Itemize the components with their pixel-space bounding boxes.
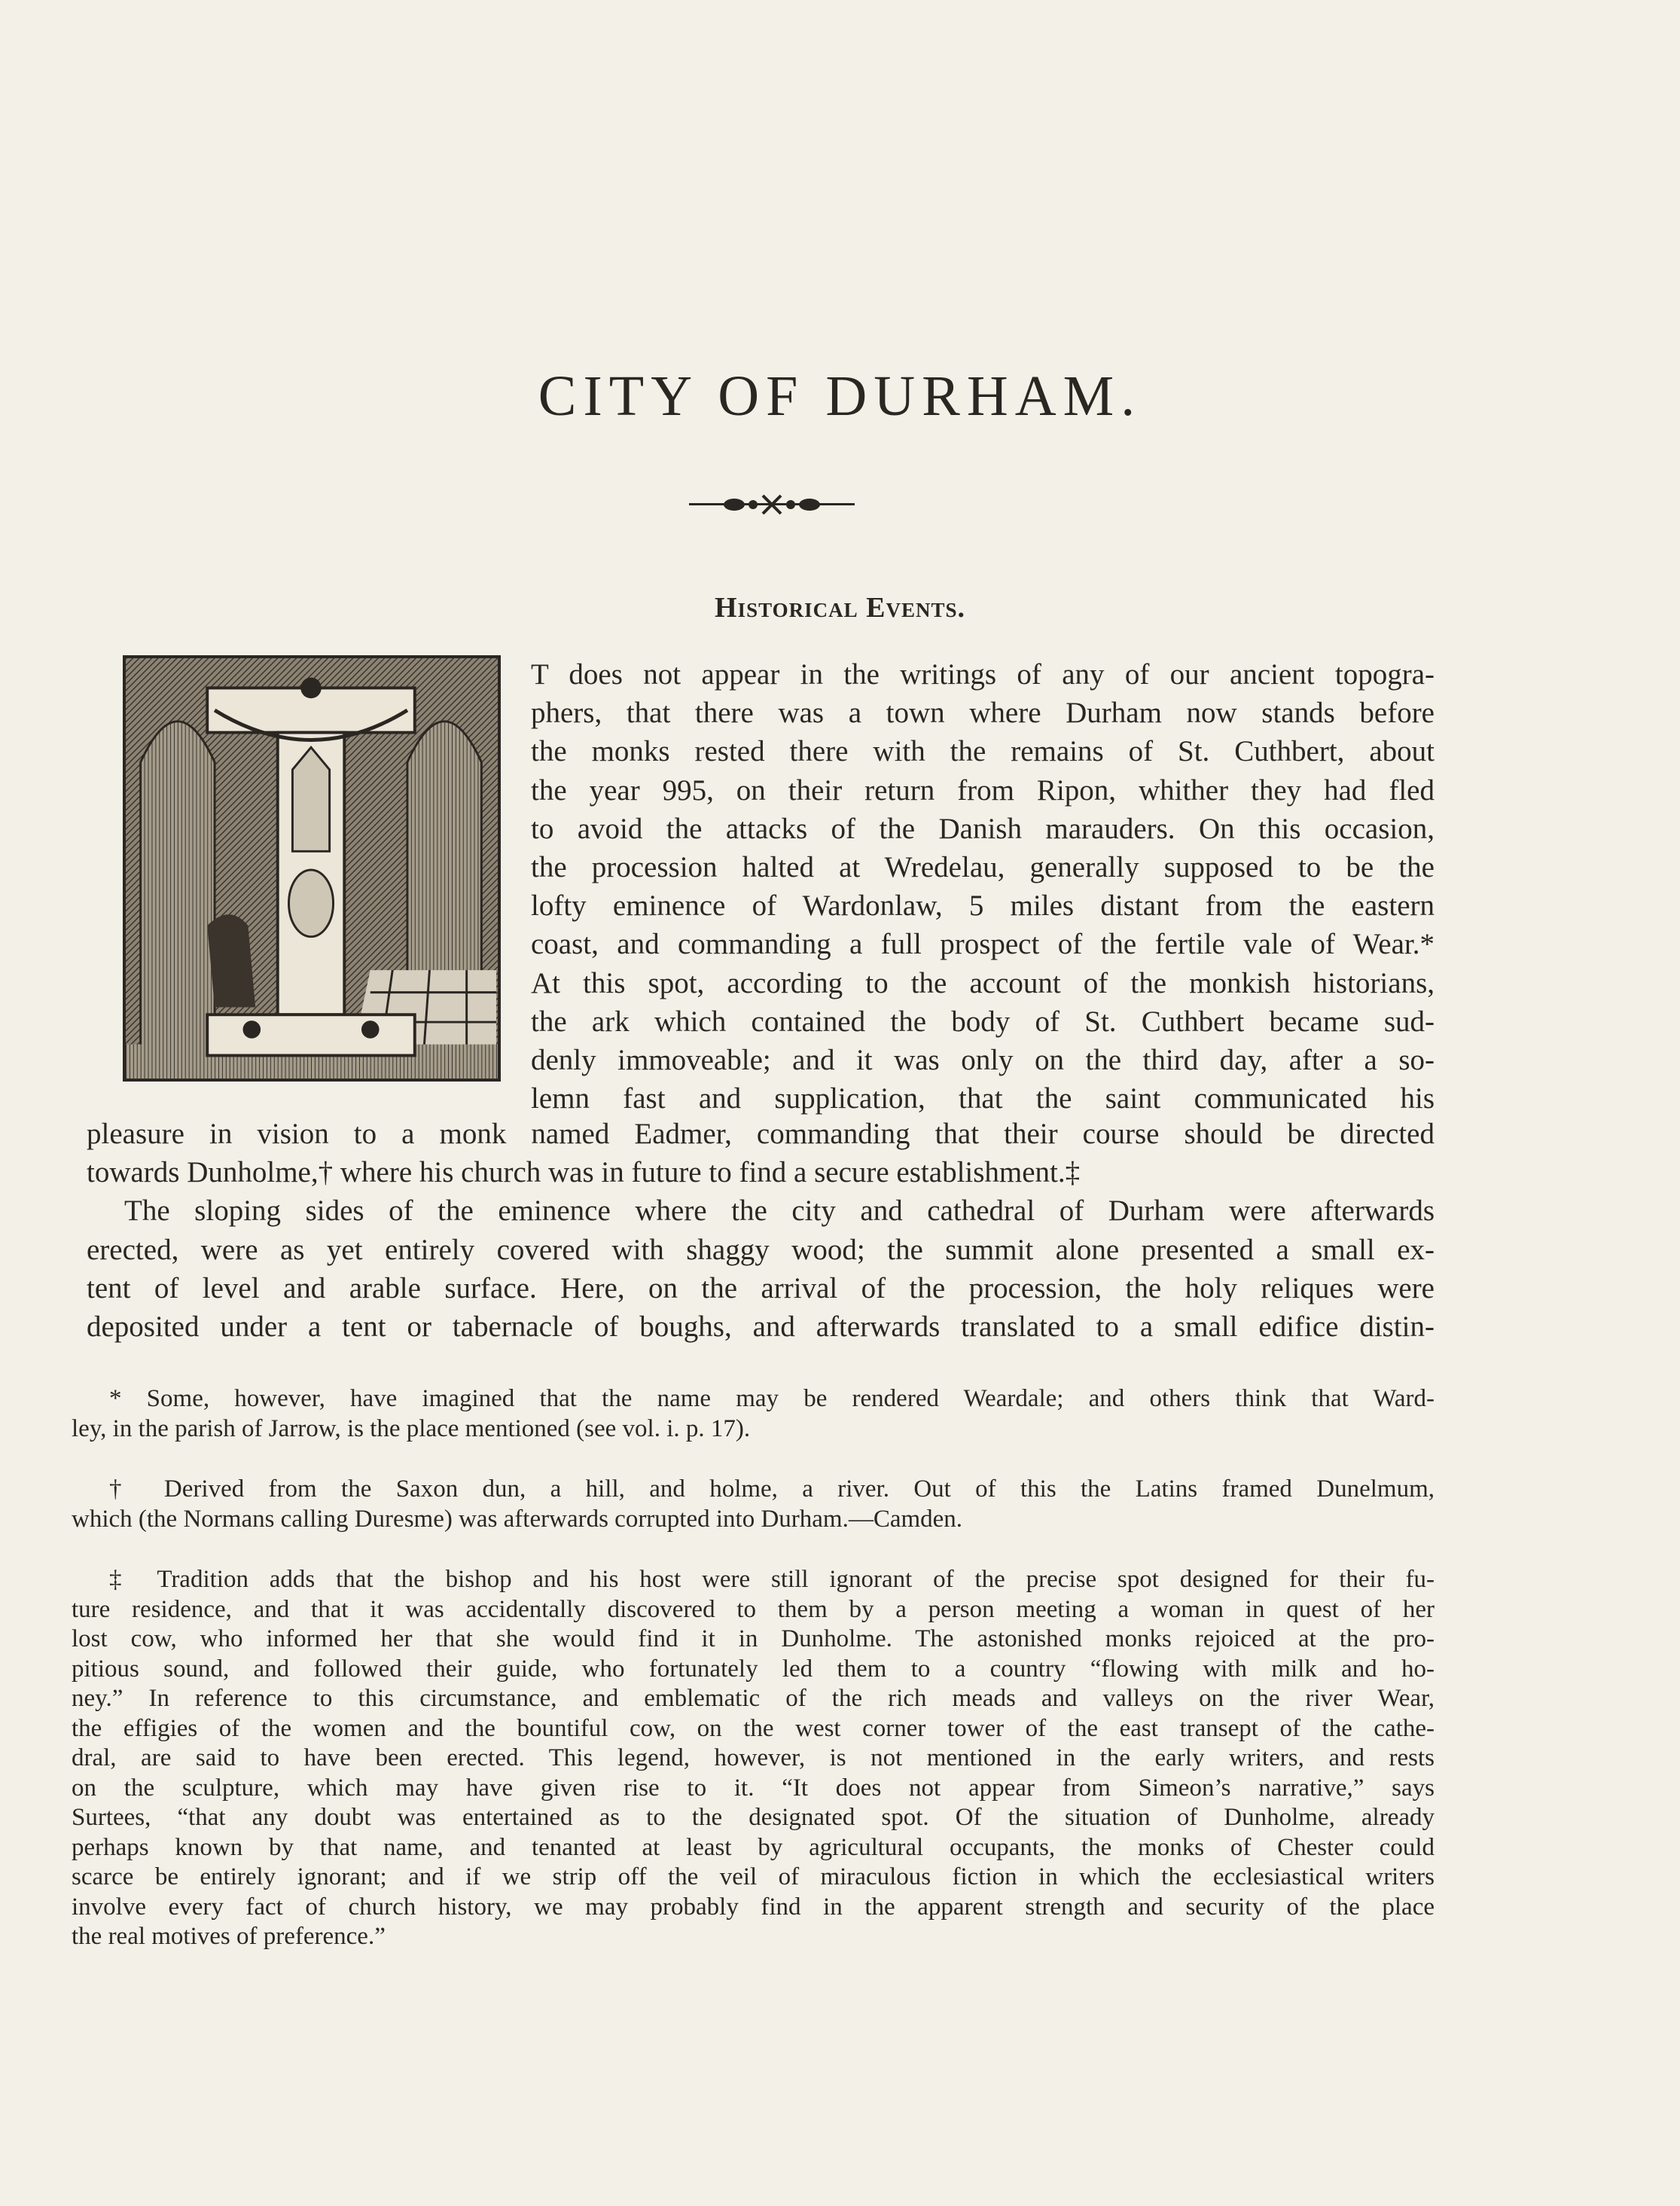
- text-line: the procession halted at Wredelau, generally supposed to be the: [531, 850, 1435, 883]
- section-heading: Historical Events.: [715, 592, 965, 624]
- text-line: coast, and commanding a full prospect of the fertile vale of Wear.*: [531, 928, 1435, 961]
- footnote-line: Surtees, “that any doubt was entertained as to the designated spot. Of the situation of Dunholme, already: [72, 1804, 1435, 1831]
- text-line: towards Dunholme,† where his church was in future to find a secure establishment.‡: [87, 1156, 1081, 1189]
- footnote-line: perhaps known by that name, and tenanted at least by agricultural occupants, the monks of Chester could: [72, 1833, 1435, 1861]
- footnote-line: lost cow, who informed her that she would find it in Dunholme. The astonished monks rejoiced at the pro-: [72, 1625, 1435, 1652]
- body-paragraph-wrapped: [531, 655, 1435, 1118]
- footnote-line: scarce be entirely ignorant; and if we strip off the veil of miraculous fiction in which the ecclesiastical writers: [72, 1863, 1435, 1890]
- text-line: At this spot, according to the account of the monkish historians,: [531, 966, 1435, 999]
- footnote-line: on the sculpture, which may have given rise to it. “It does not appear from Simeon’s narrative,” says: [72, 1774, 1435, 1802]
- decorative-rule-ornament: [689, 491, 855, 518]
- text-line: denly immoveable; and it was only on the third day, after a so-: [531, 1043, 1435, 1076]
- footnote-dagger: [72, 1475, 1435, 1534]
- footnote-line: the real motives of preference.”: [72, 1923, 386, 1950]
- page-title: CITY OF DURHAM.: [538, 365, 1142, 428]
- footnote-line: pitious sound, and followed their guide, who fortunately led them to a country “flowing with milk and ho-: [72, 1655, 1435, 1683]
- text-line: T does not appear in the writings of any of our ancient topogra-: [531, 658, 1435, 691]
- text-line: to avoid the attacks of the Danish marauders. On this occasion,: [531, 812, 1435, 845]
- footnote-asterisk: [72, 1384, 1435, 1444]
- footnote-line: dral, are said to have been erected. This legend, however, is not mentioned in the early writers, and rests: [72, 1744, 1435, 1771]
- text-line: the year 995, on their return from Ripon, whither they had fled: [531, 773, 1435, 807]
- cathedral-interior-illustration: [126, 658, 498, 1079]
- text-line: the ark which contained the body of St. Cuthbert became sud-: [531, 1005, 1435, 1038]
- footnote-line: ture residence, and that it was accidentally discovered to them by a person meeting a woman in quest of her: [72, 1595, 1435, 1623]
- footnote-line: which (the Normans calling Duresme) was afterwards corrupted into Durham.—Camden.: [72, 1505, 963, 1533]
- footnote-line: involve every fact of church history, we may probably find in the apparent strength and security of the place: [72, 1893, 1435, 1921]
- body-paragraph-full: [87, 1115, 1435, 1346]
- text-line: lofty eminence of Wardonlaw, 5 miles distant from the eastern: [531, 889, 1435, 923]
- footnote-line: ley, in the parish of Jarrow, is the place mentioned (see vol. i. p. 17).: [72, 1414, 751, 1442]
- text-line: pleasure in vision to a monk named Eadmer, commanding that their course should be directed: [87, 1118, 1435, 1150]
- text-line: erected, were as yet entirely covered with shaggy wood; the summit alone presented a small ex-: [87, 1233, 1435, 1266]
- footnote-line: ‡ Tradition adds that the bishop and his host were still ignorant of the precise spot designed for their fu-: [109, 1566, 1435, 1593]
- decorated-initial-letter: [123, 655, 501, 1082]
- text-line: phers, that there was a town where Durham now stands before: [531, 697, 1435, 730]
- footnote-double-dagger: [72, 1565, 1435, 1952]
- text-line: tent of level and arable surface. Here, on the arrival of the procession, the holy reliques were: [87, 1271, 1435, 1304]
- footnote-line: † Derived from the Saxon dun, a hill, and holme, a river. Out of this the Latins framed Dunelmum,: [109, 1475, 1435, 1503]
- footnote-line: * Some, however, have imagined that the name may be rendered Weardale; and others think that Ward-: [109, 1385, 1435, 1412]
- text-line: the monks rested there with the remains of St. Cuthbert, about: [531, 735, 1435, 768]
- footnote-line: the effigies of the women and the bountiful cow, on the west corner tower of the east transept of the cathe-: [72, 1714, 1435, 1742]
- text-line: deposited under a tent or tabernacle of boughs, and afterwards translated to a small edifice distin-: [87, 1310, 1435, 1343]
- footnote-line: ney.” In reference to this circumstance, and emblematic of the rich meads and valleys on the river Wear,: [72, 1685, 1435, 1712]
- text-line: The sloping sides of the eminence where the city and cathedral of Durham were afterwards: [124, 1195, 1435, 1228]
- text-line: lemn fast and supplication, that the saint communicated his: [531, 1082, 1435, 1115]
